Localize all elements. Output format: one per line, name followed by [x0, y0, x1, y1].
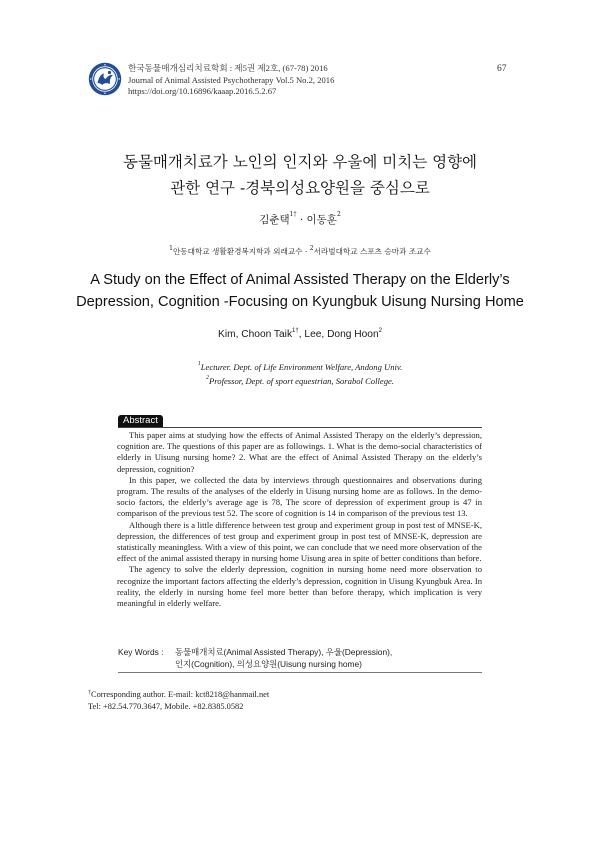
affil-en-mark2: 2 [206, 375, 210, 381]
affiliation-en-2 [0, 376, 600, 386]
society-logo-icon [88, 62, 122, 96]
doi-link[interactable]: https://doi.org/10.16896/kaaap.2016.5.2.67 [128, 86, 277, 96]
authors-ko [0, 212, 600, 227]
affil-en-text2: Professor, Dept. of sport equestrian, Sorabol College. [209, 376, 394, 386]
abstract-paragraph: The agency to solve the elderly depression, cognition in nursing home need more observation to recognize the important factors affecting the elderly’s depression, cognition in Uisung Kyungbuk Area. In reality, the elderly in nursing home feel more better than before therapy, which implication is very meaningful in elderly welfare. [117, 564, 482, 609]
journal-name-en: Journal of Animal Assisted Psychotherapy Vol.5 No.2, 2016 [128, 74, 335, 85]
affiliation-en-1 [0, 362, 600, 372]
author1-ko: 김춘택 [259, 214, 290, 226]
footnote-mark: † [88, 690, 91, 696]
author1-en: Kim, Choon Taik [218, 329, 293, 340]
abstract-paragraph: In this paper, we collected the data by interviews through questionnaires and observations during program. The results of the analyses of the elderly in Uisung nursing home are as follows. In the demo-socio factors, the elderly’s average age is 78, The score of depression of experiment group is 47 in comparison of the previous test 52. The score of cognition is 14 in comparison of the previous test 13. [117, 474, 482, 519]
author-separator-en: , [298, 329, 305, 340]
affil-en-mark1: 1 [197, 361, 201, 367]
title-en-line2: Depression, Cognition -Focusing on Kyungbuk Uisung Nursing Home [76, 294, 524, 310]
footnote-phone: Tel: +82.54.770.3647, Mobile. +82.8385.0582 [88, 701, 244, 711]
keywords-divider [118, 672, 482, 673]
affil-ko-mark1: 1 [169, 245, 173, 252]
journal-header [128, 63, 334, 98]
title-ko-line2: 관한 연구 -경북의성요양원을 중심으로 [170, 179, 430, 197]
abstract-paragraph: This paper aims at studying how the effects of Animal Assisted Therapy on the elderly’s depression, cognition are. The questions of this paper are as followings. 1. What is the demo-social characteristics of elderly in Uisung nursing home? 2. What are the effect of Animal Assisted Therapy on the elderly’s depression, cognition? [117, 430, 482, 474]
abstract-divider [118, 427, 482, 428]
affil-ko-mark2: 2 [309, 245, 314, 252]
title-ko-line1: 동물매개치료가 노인의 인지와 우울에 미치는 영향에 [122, 153, 478, 171]
corresponding-author-footnote [88, 689, 269, 712]
author2-ko: 이동훈 [306, 214, 337, 226]
author1-ko-mark: 1† [289, 211, 297, 218]
author1-en-mark: 1† [292, 328, 299, 334]
page-number: 67 [497, 64, 507, 74]
keywords-label: Key Words : [118, 647, 164, 657]
affil-ko-text2: 서라벌대학교 스포츠 승마과 조교수 [313, 247, 431, 256]
footnote-email: Corresponding author. E-mail: kct8218@hanmail.net [91, 690, 270, 699]
keywords-line2: 인지(Cognition), 의성요양원(Uisung nursing home) [175, 658, 362, 669]
keywords-line1: 동물매개치료(Animal Assisted Therapy), 우울(Depression), [175, 647, 393, 657]
author2-en: Lee, Dong Hoon [304, 329, 379, 340]
author2-ko-mark: 2 [336, 211, 341, 218]
journal-name-ko: 한국동물매개심리치료학회 : 제5권 제2호, (67-78) 2016 [128, 63, 328, 73]
author2-en-mark: 2 [378, 328, 382, 334]
abstract-label: Abstract [118, 415, 163, 427]
abstract-paragraph: Although there is a little difference between test group and experiment group in post test of MNSE-K, depression, the differences of test group and experiment group in post test of MNSE-K, depression are statistically meaningless. With a view of this point, we can conclude that we need more observation of the effect of the animal assisted therapy in nursing home Uisung area in spite of better conditions than before. [117, 519, 482, 564]
affiliations-ko [0, 246, 600, 257]
title-en-line1: A Study on the Effect of Animal Assisted Therapy on the Elderly’s [90, 272, 510, 288]
author-separator-ko: · [296, 214, 307, 226]
abstract-body [117, 430, 482, 609]
affil-en-text1: Lecturer. Dept. of Life Environment Welfare, Andong Univ. [200, 362, 403, 372]
affil-ko-text1: 안동대학교 생활환경복지학과 외래교수 · [172, 247, 310, 256]
keywords [118, 647, 482, 670]
authors-en [0, 329, 600, 340]
